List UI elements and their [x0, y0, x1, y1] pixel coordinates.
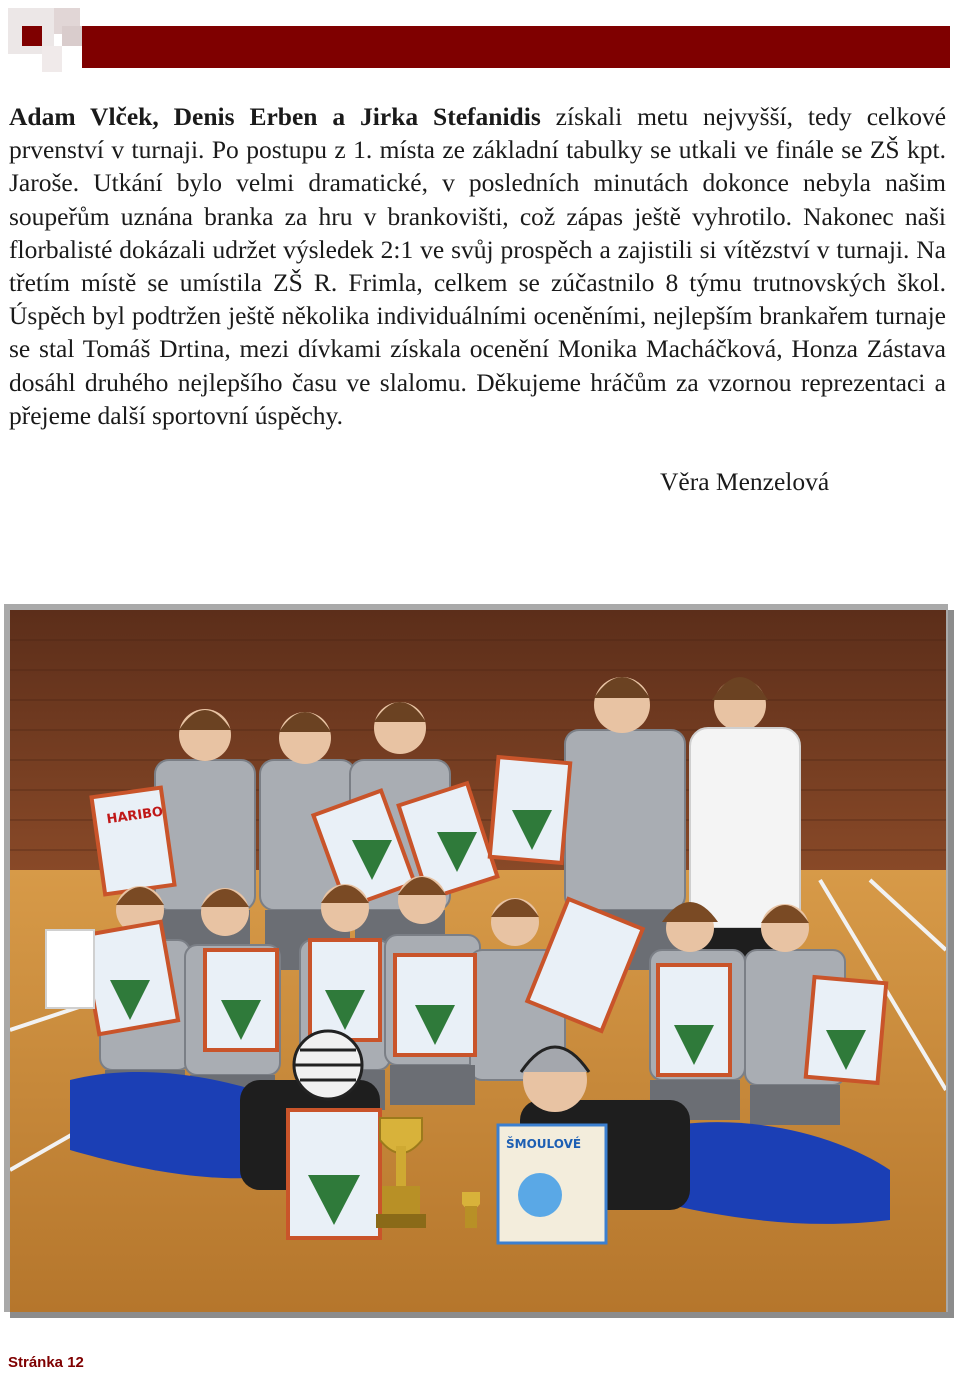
- haribo-label: HARIBO: [105, 804, 165, 828]
- header-bar: [82, 26, 950, 68]
- decor-square: [62, 26, 82, 46]
- article-names: Adam Vlček, Denis Erben a Jirka Stefanidis: [9, 102, 541, 131]
- article-body: získali metu nejvyšší, tedy celkové prvenství v turnaji. Po postupu z 1. místa ze základní tabulky se utkali ve finále se ZŠ kpt. Jaroše. Utkání bylo velmi dramatické, v posledních minutách dokonce nebyla našim soupeřům uznána branka za hru v brankovišti, což zápas ještě vyhrotilo. Nakonec naši florbalisté dokázali udržet výsledek 2:1 ve svůj prospěch a zajistili si vítězství v turnaji. Na třetím místě se umístila ZŠ R. Frimla, celkem se zúčastnilo 8 týmu trutnovských škol. Úspěch byl podtržen ještě několika individuálními oceněními, nejlepším brankařem turnaje se stal Tomáš Drtina, mezi dívkami získala ocenění Monika Macháčková, Honza Zástava dosáhl druhého nejlepšího času ve slalomu. Děkujeme hráčům za vzornou reprezentaci a přejeme další sportovní úspěchy.: [9, 102, 947, 430]
- smurfs-poster-title: ŠMOULOVÉ: [506, 1137, 582, 1151]
- page-number: Stránka 12: [8, 1354, 84, 1371]
- decor-square: [22, 26, 42, 46]
- team-photo: [10, 610, 946, 1312]
- article-text: [9, 100, 946, 432]
- article-author: Věra Menzelová: [660, 467, 830, 496]
- team-photo-frame: [4, 604, 948, 1312]
- header-decoration: [0, 0, 960, 90]
- decor-square: [42, 46, 62, 72]
